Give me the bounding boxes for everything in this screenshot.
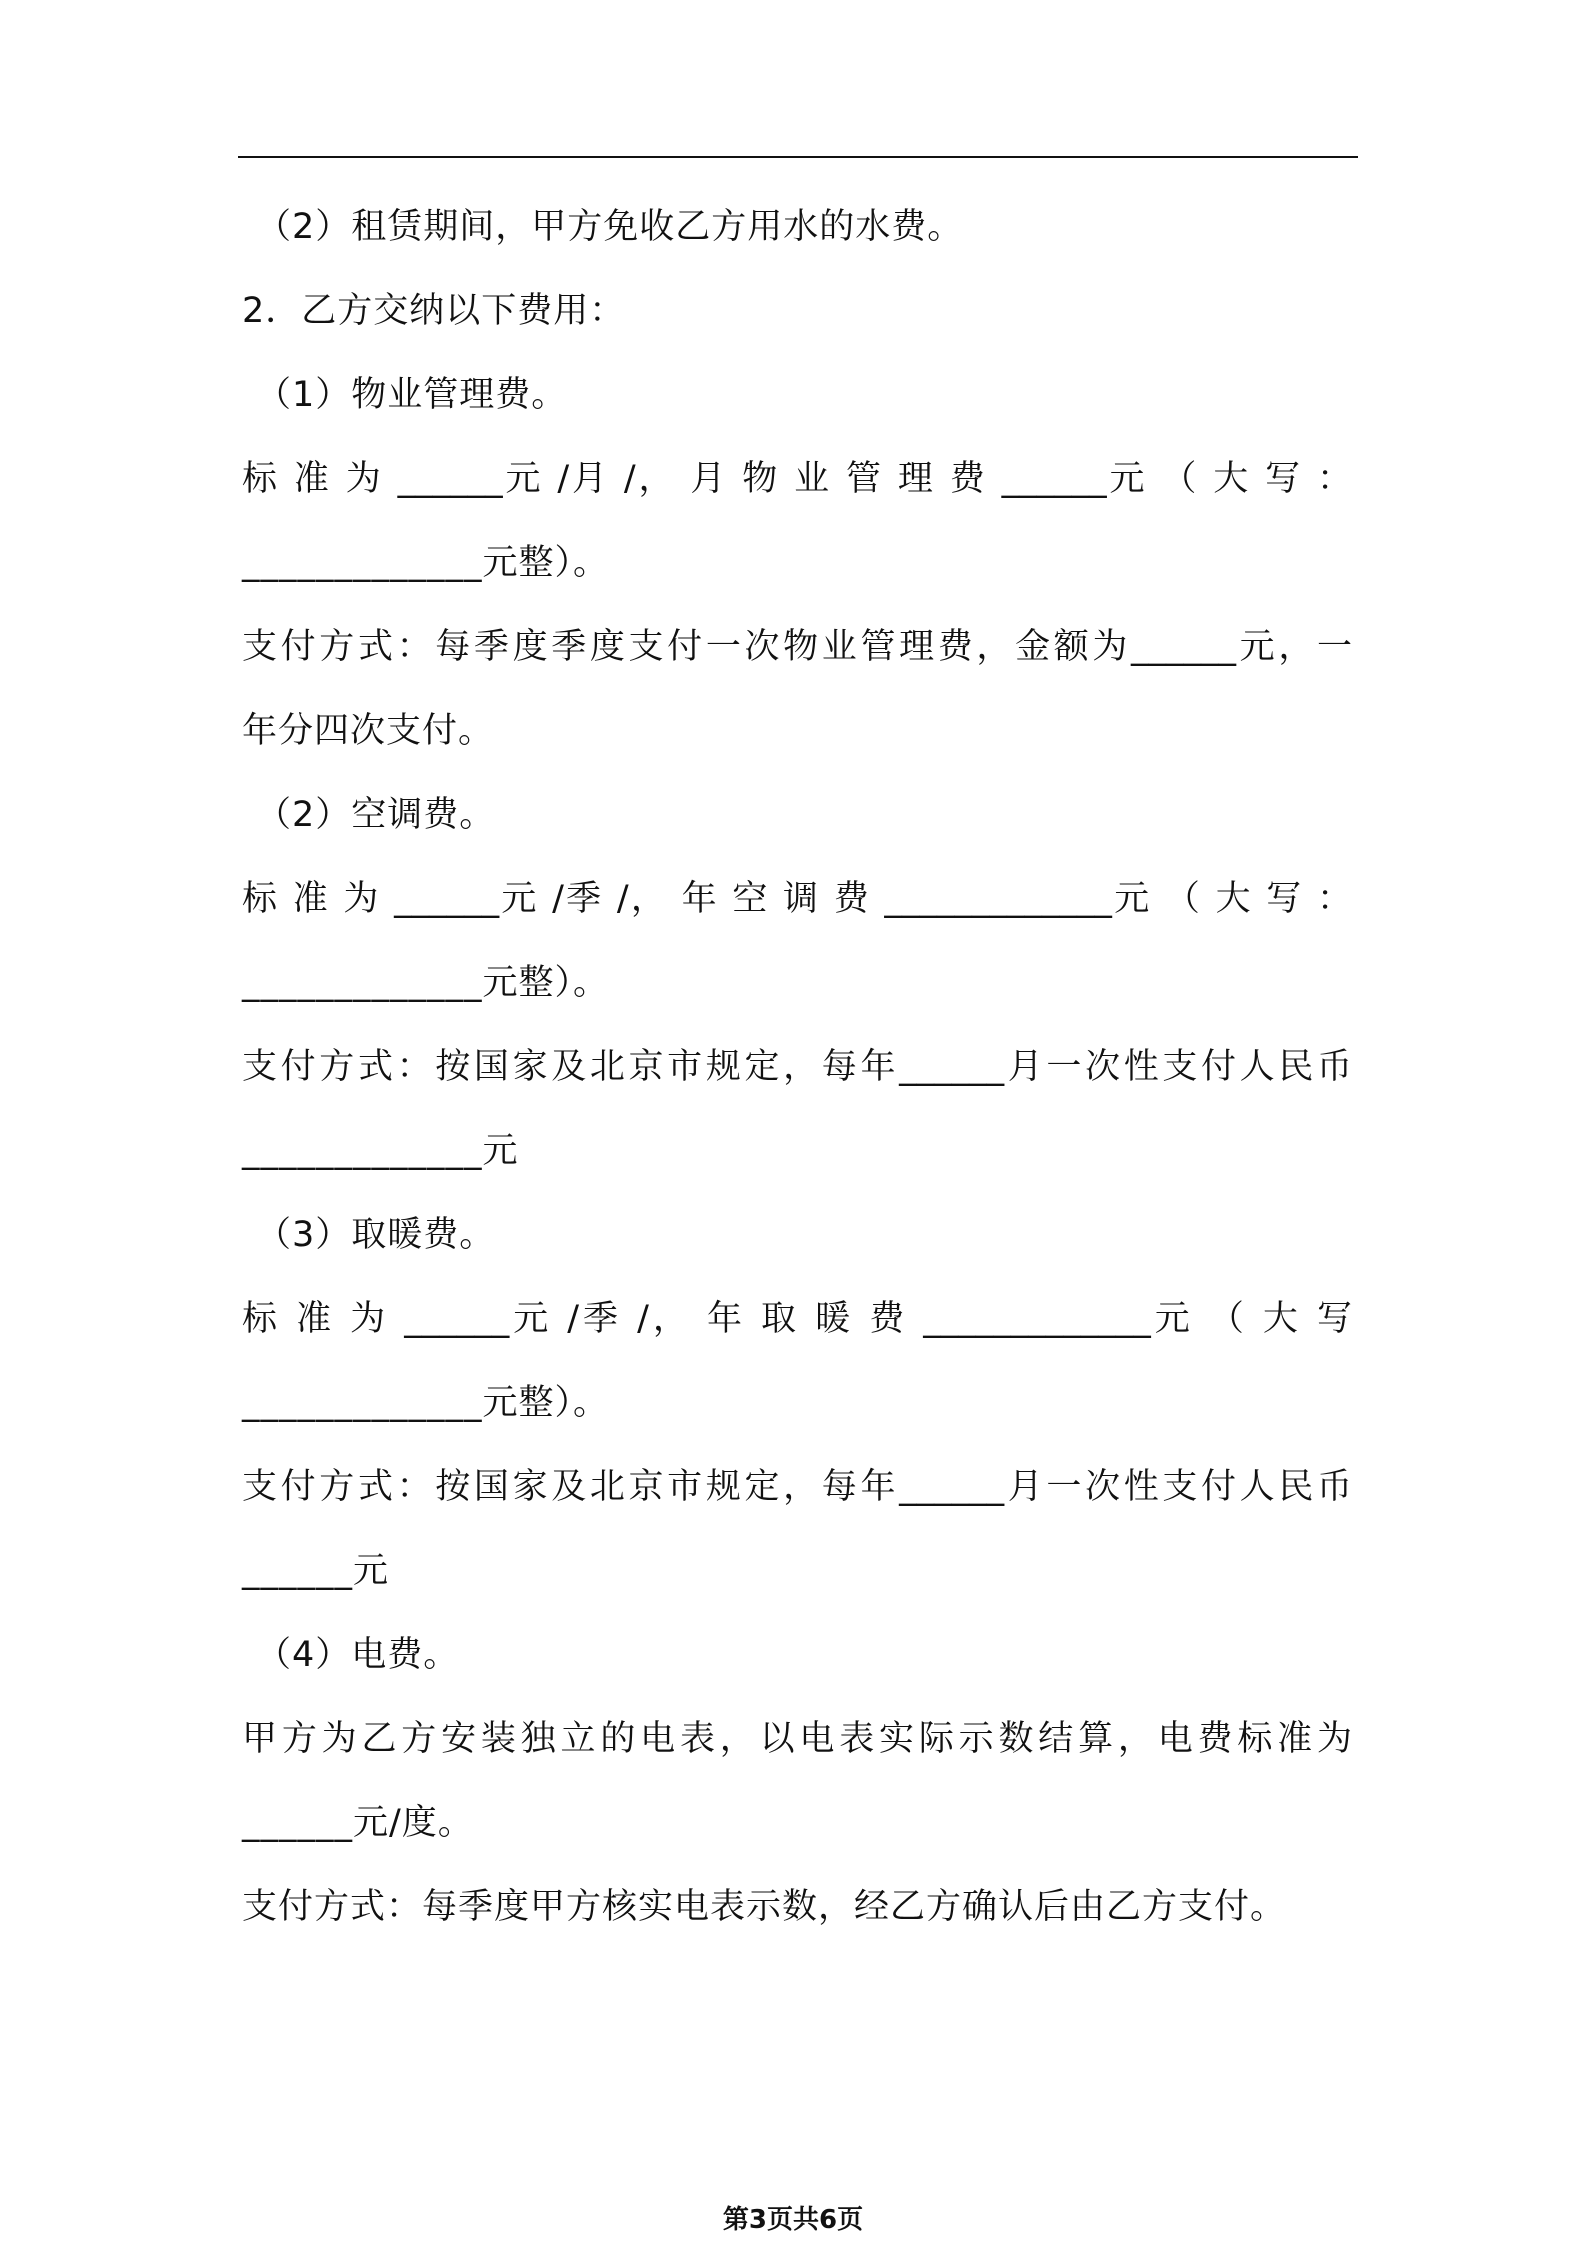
page-number: 第3页共6页	[722, 2205, 864, 2235]
ac-fee-amount-words: _____________元整）。	[242, 963, 610, 1003]
item-heading-electricity-fee: （4）电费。	[256, 1635, 460, 1675]
item-heading-heating-fee: （3）取暖费。	[256, 1215, 496, 1255]
item-heading-property-fee: （1）物业管理费。	[256, 375, 568, 415]
item-heading-ac-fee: （2）空调费。	[256, 795, 496, 835]
heating-fee-payment-amount: ______元	[242, 1551, 390, 1591]
ac-fee-payment-amount: _____________元	[242, 1131, 519, 1171]
property-fee-standard: 标 准 为 ______元 /月 /， 月 物 业 管 理 费 ______元 （ 大 写 ：	[242, 459, 1352, 499]
clause-water-fee: （2）租赁期间，甲方免收乙方用水的水费。	[256, 207, 964, 247]
ac-fee-standard: 标 准 为 ______元 /季 /， 年 空 调 费 _____________元 （ 大 写 ：	[242, 879, 1352, 919]
heating-fee-standard: 标 准 为 ______元 /季 /， 年 取 暖 费 _____________元 （ 大 写	[242, 1299, 1352, 1339]
property-fee-payment-cont: 年分四次支付。	[242, 711, 495, 751]
heating-fee-amount-words: _____________元整）。	[242, 1383, 610, 1423]
property-fee-amount-words: _____________元整）。	[242, 543, 610, 583]
electricity-meter-clause: 甲方为乙方安装独立的电表，以电表实际示数结算，电费标准为	[242, 1719, 1352, 1759]
property-fee-payment: 支付方式：每季度季度支付一次物业管理费，金额为______元，一	[242, 627, 1352, 667]
electricity-fee-payment: 支付方式：每季度甲方核实电表示数，经乙方确认后由乙方支付。	[242, 1887, 1287, 1927]
header-rule	[238, 156, 1358, 158]
section-heading-fees: 2．乙方交纳以下费用：	[242, 291, 626, 331]
electricity-fee-rate: ______元/度。	[242, 1803, 474, 1843]
heating-fee-payment: 支付方式：按国家及北京市规定，每年______月一次性支付人民币	[242, 1467, 1352, 1507]
ac-fee-payment: 支付方式：按国家及北京市规定，每年______月一次性支付人民币	[242, 1047, 1352, 1087]
